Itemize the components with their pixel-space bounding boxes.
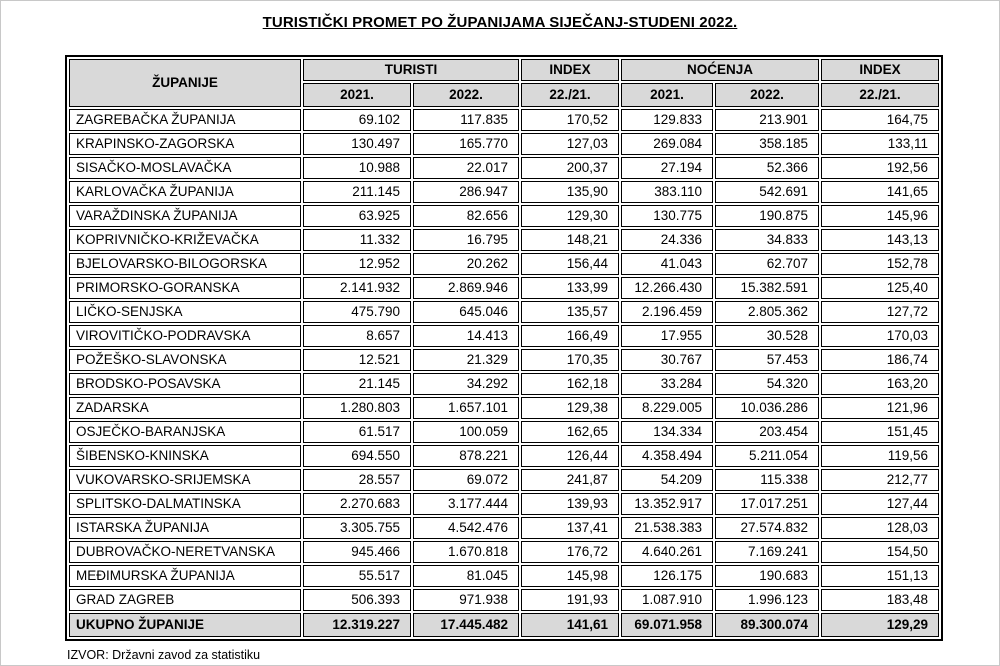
- total-row-label: UKUPNO ŽUPANIJE: [69, 613, 301, 637]
- value-cell: 14.413: [413, 325, 519, 347]
- county-name-cell: BRODSKO-POSAVSKA: [69, 373, 301, 395]
- value-cell: 4.542.476: [413, 517, 519, 539]
- value-cell: 165.770: [413, 133, 519, 155]
- table-row: [69, 229, 939, 251]
- value-cell: 143,13: [821, 229, 939, 251]
- col-subheader-index-turisti: 22./21.: [521, 83, 619, 107]
- total-index-turisti: 141,61: [521, 613, 619, 637]
- county-name-cell: SISAČKO-MOSLAVAČKA: [69, 157, 301, 179]
- page-title: TURISTIČKI PROMET PO ŽUPANIJAMA SIJEČANJ-STUDENI 2022.: [262, 14, 738, 31]
- value-cell: 129,38: [521, 397, 619, 419]
- table-row: [69, 493, 939, 515]
- value-cell: 128,03: [821, 517, 939, 539]
- value-cell: 127,72: [821, 301, 939, 323]
- value-cell: 10.988: [303, 157, 411, 179]
- value-cell: 286.947: [413, 181, 519, 203]
- total-nocenja-2021: 69.071.958: [621, 613, 713, 637]
- value-cell: 213.901: [715, 109, 819, 131]
- table-row: [69, 565, 939, 587]
- col-subheader-nocenja-2022: 2022.: [715, 83, 819, 107]
- table-row: [69, 373, 939, 395]
- value-cell: 126.175: [621, 565, 713, 587]
- table-row: [69, 541, 939, 563]
- value-cell: 82.656: [413, 205, 519, 227]
- value-cell: 241,87: [521, 469, 619, 491]
- value-cell: 12.521: [303, 349, 411, 371]
- county-name-cell: MEĐIMURSKA ŽUPANIJA: [69, 565, 301, 587]
- county-name-cell: OSJEČKO-BARANJSKA: [69, 421, 301, 443]
- value-cell: 17.017.251: [715, 493, 819, 515]
- county-name-cell: BJELOVARSKO-BILOGORSKA: [69, 253, 301, 275]
- value-cell: 2.805.362: [715, 301, 819, 323]
- value-cell: 54.209: [621, 469, 713, 491]
- value-cell: 200,37: [521, 157, 619, 179]
- source-note: IZVOR: Državni zavod za statistiku: [67, 648, 261, 662]
- value-cell: 358.185: [715, 133, 819, 155]
- value-cell: 81.045: [413, 565, 519, 587]
- table-row: [69, 397, 939, 419]
- value-cell: 211.145: [303, 181, 411, 203]
- value-cell: 170,35: [521, 349, 619, 371]
- tourism-by-county-table: [65, 55, 943, 641]
- value-cell: 183,48: [821, 589, 939, 611]
- col-header-zupanije: ŽUPANIJE: [69, 59, 301, 107]
- value-cell: 137,41: [521, 517, 619, 539]
- value-cell: 170,52: [521, 109, 619, 131]
- value-cell: 20.262: [413, 253, 519, 275]
- value-cell: 30.528: [715, 325, 819, 347]
- value-cell: 152,78: [821, 253, 939, 275]
- table-header: [69, 59, 939, 107]
- value-cell: 475.790: [303, 301, 411, 323]
- value-cell: 61.517: [303, 421, 411, 443]
- value-cell: 17.955: [621, 325, 713, 347]
- total-row: [69, 613, 939, 637]
- table-row: [69, 301, 939, 323]
- value-cell: 2.270.683: [303, 493, 411, 515]
- value-cell: 22.017: [413, 157, 519, 179]
- value-cell: 52.366: [715, 157, 819, 179]
- county-name-cell: VARAŽDINSKA ŽUPANIJA: [69, 205, 301, 227]
- value-cell: 15.382.591: [715, 277, 819, 299]
- county-name-cell: KRAPINSKO-ZAGORSKA: [69, 133, 301, 155]
- county-name-cell: KARLOVAČKA ŽUPANIJA: [69, 181, 301, 203]
- table-row: [69, 421, 939, 443]
- value-cell: 135,57: [521, 301, 619, 323]
- value-cell: 176,72: [521, 541, 619, 563]
- county-name-cell: KOPRIVNIČKO-KRIŽEVAČKA: [69, 229, 301, 251]
- county-name-cell: ZAGREBAČKA ŽUPANIJA: [69, 109, 301, 131]
- value-cell: 3.177.444: [413, 493, 519, 515]
- value-cell: 12.952: [303, 253, 411, 275]
- table-row: [69, 109, 939, 131]
- value-cell: 129.833: [621, 109, 713, 131]
- value-cell: 62.707: [715, 253, 819, 275]
- value-cell: 1.670.818: [413, 541, 519, 563]
- value-cell: 63.925: [303, 205, 411, 227]
- county-name-cell: SPLITSKO-DALMATINSKA: [69, 493, 301, 515]
- value-cell: 945.466: [303, 541, 411, 563]
- county-name-cell: GRAD ZAGREB: [69, 589, 301, 611]
- county-name-cell: PRIMORSKO-GORANSKA: [69, 277, 301, 299]
- value-cell: 12.266.430: [621, 277, 713, 299]
- col-header-turisti: TURISTI: [303, 59, 519, 81]
- value-cell: 41.043: [621, 253, 713, 275]
- value-cell: 127,03: [521, 133, 619, 155]
- table-row: [69, 517, 939, 539]
- value-cell: 141,65: [821, 181, 939, 203]
- value-cell: 5.211.054: [715, 445, 819, 467]
- value-cell: 130.775: [621, 205, 713, 227]
- col-header-index-turisti: INDEX: [521, 59, 619, 81]
- value-cell: 11.332: [303, 229, 411, 251]
- value-cell: 170,03: [821, 325, 939, 347]
- header-group-row: [69, 59, 939, 81]
- value-cell: 3.305.755: [303, 517, 411, 539]
- value-cell: 212,77: [821, 469, 939, 491]
- value-cell: 133,11: [821, 133, 939, 155]
- total-nocenja-2022: 89.300.074: [715, 613, 819, 637]
- value-cell: 126,44: [521, 445, 619, 467]
- value-cell: 8.657: [303, 325, 411, 347]
- value-cell: 506.393: [303, 589, 411, 611]
- county-name-cell: DUBROVAČKO-NERETVANSKA: [69, 541, 301, 563]
- value-cell: 115.338: [715, 469, 819, 491]
- value-cell: 55.517: [303, 565, 411, 587]
- value-cell: 21.329: [413, 349, 519, 371]
- value-cell: 645.046: [413, 301, 519, 323]
- value-cell: 2.196.459: [621, 301, 713, 323]
- col-subheader-turisti-2021: 2021.: [303, 83, 411, 107]
- col-header-index-nocenja: INDEX: [821, 59, 939, 81]
- county-name-cell: ZADARSKA: [69, 397, 301, 419]
- table-row: [69, 445, 939, 467]
- value-cell: 130.497: [303, 133, 411, 155]
- table-row: [69, 157, 939, 179]
- col-subheader-turisti-2022: 2022.: [413, 83, 519, 107]
- value-cell: 542.691: [715, 181, 819, 203]
- value-cell: 1.996.123: [715, 589, 819, 611]
- value-cell: 28.557: [303, 469, 411, 491]
- value-cell: 13.352.917: [621, 493, 713, 515]
- table-row: [69, 325, 939, 347]
- value-cell: 2.869.946: [413, 277, 519, 299]
- value-cell: 1.280.803: [303, 397, 411, 419]
- value-cell: 145,96: [821, 205, 939, 227]
- value-cell: 127,44: [821, 493, 939, 515]
- value-cell: 162,18: [521, 373, 619, 395]
- table-row: [69, 253, 939, 275]
- value-cell: 135,90: [521, 181, 619, 203]
- value-cell: 162,65: [521, 421, 619, 443]
- value-cell: 190.875: [715, 205, 819, 227]
- value-cell: 878.221: [413, 445, 519, 467]
- county-name-cell: POŽEŠKO-SLAVONSKA: [69, 349, 301, 371]
- value-cell: 4.640.261: [621, 541, 713, 563]
- value-cell: 69.072: [413, 469, 519, 491]
- value-cell: 54.320: [715, 373, 819, 395]
- value-cell: 24.336: [621, 229, 713, 251]
- county-name-cell: VIROVITIČKO-PODRAVSKA: [69, 325, 301, 347]
- table-row: [69, 205, 939, 227]
- value-cell: 7.169.241: [715, 541, 819, 563]
- value-cell: 117.835: [413, 109, 519, 131]
- county-name-cell: ISTARSKA ŽUPANIJA: [69, 517, 301, 539]
- value-cell: 133,99: [521, 277, 619, 299]
- total-index-nocenja: 129,29: [821, 613, 939, 637]
- value-cell: 57.453: [715, 349, 819, 371]
- value-cell: 27.574.832: [715, 517, 819, 539]
- value-cell: 21.145: [303, 373, 411, 395]
- value-cell: 8.229.005: [621, 397, 713, 419]
- value-cell: 121,96: [821, 397, 939, 419]
- value-cell: 34.833: [715, 229, 819, 251]
- table-footer: [69, 613, 939, 637]
- value-cell: 145,98: [521, 565, 619, 587]
- total-turisti-2021: 12.319.227: [303, 613, 411, 637]
- value-cell: 163,20: [821, 373, 939, 395]
- value-cell: 694.550: [303, 445, 411, 467]
- value-cell: 151,13: [821, 565, 939, 587]
- value-cell: 269.084: [621, 133, 713, 155]
- county-name-cell: ŠIBENSKO-KNINSKA: [69, 445, 301, 467]
- value-cell: 33.284: [621, 373, 713, 395]
- value-cell: 119,56: [821, 445, 939, 467]
- value-cell: 166,49: [521, 325, 619, 347]
- value-cell: 192,56: [821, 157, 939, 179]
- value-cell: 69.102: [303, 109, 411, 131]
- value-cell: 129,30: [521, 205, 619, 227]
- value-cell: 4.358.494: [621, 445, 713, 467]
- value-cell: 125,40: [821, 277, 939, 299]
- col-subheader-nocenja-2021: 2021.: [621, 83, 713, 107]
- value-cell: 186,74: [821, 349, 939, 371]
- value-cell: 27.194: [621, 157, 713, 179]
- value-cell: 21.538.383: [621, 517, 713, 539]
- value-cell: 16.795: [413, 229, 519, 251]
- table-row: [69, 277, 939, 299]
- value-cell: 148,21: [521, 229, 619, 251]
- value-cell: 203.454: [715, 421, 819, 443]
- value-cell: 190.683: [715, 565, 819, 587]
- total-turisti-2022: 17.445.482: [413, 613, 519, 637]
- value-cell: 134.334: [621, 421, 713, 443]
- value-cell: 1.657.101: [413, 397, 519, 419]
- value-cell: 151,45: [821, 421, 939, 443]
- value-cell: 164,75: [821, 109, 939, 131]
- value-cell: 1.087.910: [621, 589, 713, 611]
- value-cell: 971.938: [413, 589, 519, 611]
- value-cell: 2.141.932: [303, 277, 411, 299]
- value-cell: 191,93: [521, 589, 619, 611]
- county-name-cell: VUKOVARSKO-SRIJEMSKA: [69, 469, 301, 491]
- value-cell: 154,50: [821, 541, 939, 563]
- value-cell: 10.036.286: [715, 397, 819, 419]
- value-cell: 139,93: [521, 493, 619, 515]
- value-cell: 30.767: [621, 349, 713, 371]
- value-cell: 383.110: [621, 181, 713, 203]
- col-subheader-index-nocenja: 22./21.: [821, 83, 939, 107]
- table-row: [69, 469, 939, 491]
- table-row: [69, 349, 939, 371]
- col-header-nocenja: NOĆENJA: [621, 59, 819, 81]
- table-row: [69, 133, 939, 155]
- county-name-cell: LIČKO-SENJSKA: [69, 301, 301, 323]
- value-cell: 34.292: [413, 373, 519, 395]
- table-row: [69, 181, 939, 203]
- value-cell: 156,44: [521, 253, 619, 275]
- value-cell: 100.059: [413, 421, 519, 443]
- table-body: [69, 109, 939, 611]
- table-row: [69, 589, 939, 611]
